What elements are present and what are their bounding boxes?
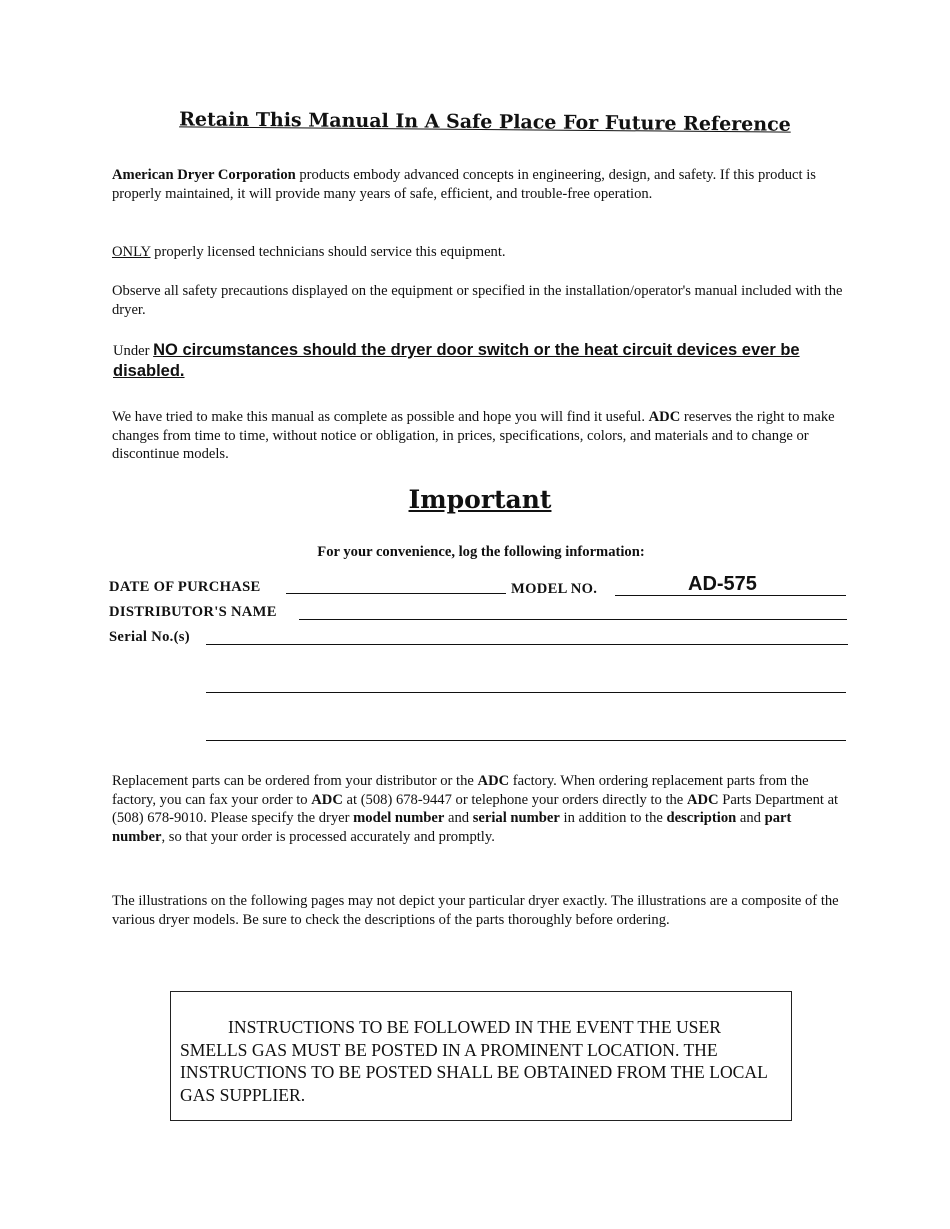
replacement-text-3: at (508) 678-9447 or telephone your orders directly to the: [342, 791, 687, 808]
licensed-technicians-paragraph: [112, 243, 844, 262]
intro-paragraph: [112, 166, 844, 203]
disclaimer-text-1: We have tried to make this manual as complete as possible and hope you will find it useful.: [112, 409, 649, 425]
date-of-purchase-line[interactable]: [286, 593, 506, 594]
serial-number-line-2[interactable]: [206, 692, 846, 693]
company-name: American Dryer Corporation: [112, 167, 296, 183]
replacement-parts-paragraph: [112, 772, 847, 846]
log-instruction: For your convenience, log the following information:: [317, 544, 645, 560]
distributor-name-label: DISTRIBUTOR'S NAME: [109, 604, 277, 620]
description-term: description: [666, 810, 737, 826]
important-heading: Important: [408, 485, 552, 514]
model-no-label: MODEL NO.: [511, 581, 598, 597]
model-no-value: AD-575: [688, 573, 757, 595]
safety-warning: [113, 340, 848, 382]
replacement-text-2: factory. When ordering replacement parts from the factory, you can fax your order to: [112, 773, 809, 808]
disclaimer-text-2: reserves the right to make changes from time to time, without notice or obligation, in prices, specifications, colors, and materials and to change or discontinue models.: [112, 409, 835, 462]
adc-abbrev-3: ADC: [686, 791, 719, 808]
date-of-purchase-label: DATE OF PURCHASE: [109, 579, 261, 595]
adc-abbrev-2: ADC: [311, 791, 343, 808]
replacement-text-6: in addition to the: [559, 810, 667, 826]
serial-number-line-3[interactable]: [206, 740, 846, 741]
model-number-term: model number: [353, 810, 445, 826]
warning-emphasis: NO circumstances should the dryer door switch or the heat circuit devices ever be disabled.: [113, 341, 800, 380]
gas-notice-text: INSTRUCTIONS TO BE FOLLOWED IN THE EVENT THE USER SMELLS GAS MUST BE POSTED IN A PROMINENT LOCATION. THE INSTRUCTIONS TO BE POSTED SHALL BE OBTAINED FROM THE LOCAL GAS SUPPLIER.: [180, 1017, 768, 1105]
gas-notice-box: [170, 991, 792, 1121]
serial-number-term: serial number: [472, 810, 560, 826]
warning-prefix: Under: [113, 343, 154, 359]
replacement-text-7: and: [736, 810, 765, 826]
serial-number-line-1[interactable]: [206, 644, 848, 645]
adc-abbrev: ADC: [648, 409, 681, 425]
illustrations-paragraph: The illustrations on the following pages may not depict your particular dryer exactly. The illustrations are a composite of the various dryer models. Be sure to check the descriptions of the parts thoroughly before ordering.: [112, 893, 839, 928]
only-emphasis: ONLY: [112, 244, 151, 260]
replacement-text-1: Replacement parts can be ordered from your distributor or the: [112, 773, 478, 789]
replacement-text-8: , so that your order is processed accurately and promptly.: [161, 828, 495, 845]
part-number-term: part number: [112, 810, 792, 845]
replacement-text-5: and: [444, 810, 473, 826]
intro-text: products embody advanced concepts in engineering, design, and safety. If this product is properly maintained, it will provide many years of safe, efficient, and trouble-free operation.: [112, 167, 816, 202]
adc-abbrev-1: ADC: [477, 773, 510, 789]
safety-precautions-paragraph: Observe all safety precautions displayed on the equipment or specified in the installation/operator's manual included with the dryer.: [112, 283, 843, 318]
page-title: Retain This Manual In A Safe Place For Future Reference: [179, 108, 791, 136]
distributor-name-line[interactable]: [299, 619, 847, 620]
serial-numbers-label: Serial No.(s): [109, 629, 190, 645]
manual-disclaimer-paragraph: [112, 408, 844, 464]
replacement-text-4: Parts Department at (508) 678-9010. Please specify the dryer: [112, 791, 839, 826]
only-text: properly licensed technicians should service this equipment.: [150, 244, 506, 260]
